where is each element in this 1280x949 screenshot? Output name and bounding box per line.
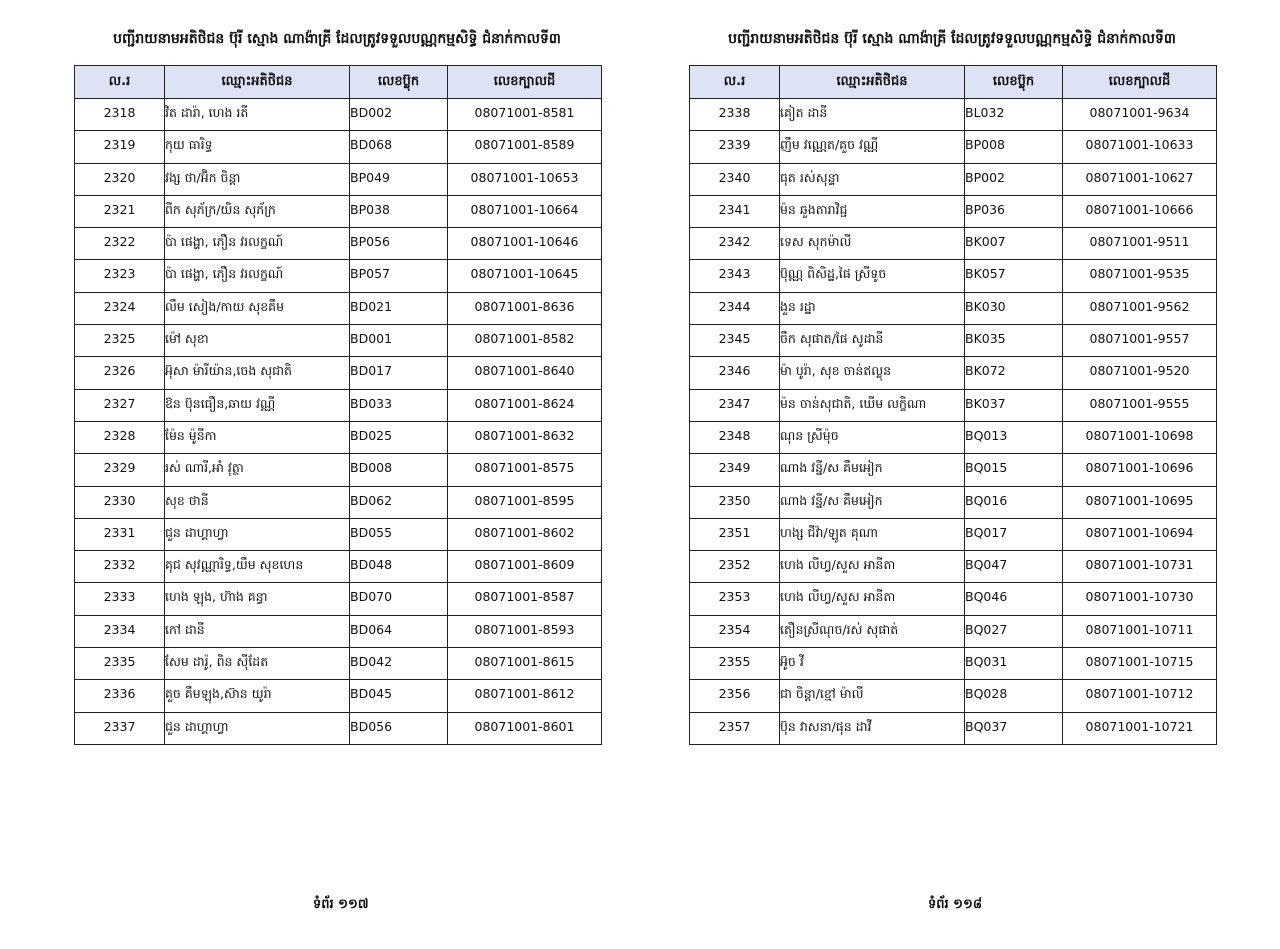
table-row: [75, 325, 602, 357]
table-row: [690, 583, 1217, 615]
table-row: [75, 486, 602, 518]
table-header-row: [690, 66, 1217, 99]
customer-name-cell: ណាង វន្នី/ស គឹមអៀក: [780, 454, 965, 486]
table-body: [690, 99, 1217, 745]
land-parcel-cell: 08071001-8640: [448, 357, 602, 389]
land-parcel-cell: 08071001-10646: [448, 228, 602, 260]
customer-name-cell: កៅ ដានី: [165, 615, 350, 647]
table-row: [75, 389, 602, 421]
land-parcel-cell: 08071001-10715: [1063, 648, 1217, 680]
column-header-customer-name: ឈ្មោះអតិថិជន: [165, 66, 350, 99]
block-number-cell: BP049: [350, 163, 448, 195]
block-number-cell: BD056: [350, 712, 448, 744]
row-number-cell: 2344: [690, 292, 780, 324]
table-row: [75, 228, 602, 260]
page-number: ទំព័រ ១១៨: [928, 897, 983, 912]
land-parcel-cell: 08071001-8615: [448, 648, 602, 680]
column-header-land-parcel: លេខក្បាលដី: [448, 66, 602, 99]
customer-name-cell: ម៉ន ឆួងតារាវិជ្ជ: [780, 195, 965, 227]
block-number-cell: BD001: [350, 325, 448, 357]
customer-name-cell: កុយ ធារិទ្ធ: [165, 131, 350, 163]
customer-name-cell: ណាង វន្នី/ស គឹមអៀក: [780, 486, 965, 518]
block-number-cell: BQ027: [965, 615, 1063, 647]
block-number-cell: BQ046: [965, 583, 1063, 615]
row-number-cell: 2331: [75, 518, 165, 550]
table-row: [690, 712, 1217, 744]
block-number-cell: BD021: [350, 292, 448, 324]
customer-name-cell: សុខ ថានី: [165, 486, 350, 518]
land-parcel-cell: 08071001-10695: [1063, 486, 1217, 518]
customer-name-cell: ហេង ឡុង, ហ៊ាង គន្ធា: [165, 583, 350, 615]
row-number-cell: 2356: [690, 680, 780, 712]
row-number-cell: 2327: [75, 389, 165, 421]
table-row: [690, 551, 1217, 583]
row-number-cell: 2329: [75, 454, 165, 486]
block-number-cell: BQ017: [965, 518, 1063, 550]
land-parcel-cell: 08071001-10731: [1063, 551, 1217, 583]
land-parcel-cell: 08071001-10696: [1063, 454, 1217, 486]
registry-table: [74, 65, 602, 745]
row-number-cell: 2355: [690, 648, 780, 680]
table-row: [75, 99, 602, 131]
customer-name-cell: ទេស សុកម៉ាលី: [780, 228, 965, 260]
row-number-cell: 2340: [690, 163, 780, 195]
row-number-cell: 2352: [690, 551, 780, 583]
column-header-block-number: លេខប៊្លុក: [965, 66, 1063, 99]
row-number-cell: 2338: [690, 99, 780, 131]
block-number-cell: BD025: [350, 421, 448, 453]
table-row: [75, 131, 602, 163]
land-parcel-cell: 08071001-10712: [1063, 680, 1217, 712]
land-parcel-cell: 08071001-10666: [1063, 195, 1217, 227]
table-row: [690, 421, 1217, 453]
row-number-cell: 2354: [690, 615, 780, 647]
page-right: [615, 0, 1255, 949]
block-number-cell: BD064: [350, 615, 448, 647]
row-number-cell: 2333: [75, 583, 165, 615]
row-number-cell: 2347: [690, 389, 780, 421]
row-number-cell: 2332: [75, 551, 165, 583]
customer-name-cell: ហេង លីហ្វ/សួស អានីតា: [780, 583, 965, 615]
block-number-cell: BK035: [965, 325, 1063, 357]
land-parcel-cell: 08071001-8581: [448, 99, 602, 131]
table-row: [75, 163, 602, 195]
customer-name-cell: វង្ស ថា/អ៊ិក ចិន្តា: [165, 163, 350, 195]
customer-name-cell: ចឹក សុផាត/ផៃ សូដានី: [780, 325, 965, 357]
table-row: [690, 163, 1217, 195]
land-parcel-cell: 08071001-8636: [448, 292, 602, 324]
land-parcel-cell: 08071001-9562: [1063, 292, 1217, 324]
customer-name-cell: គៀត ដានី: [780, 99, 965, 131]
block-number-cell: BD062: [350, 486, 448, 518]
block-number-cell: BP057: [350, 260, 448, 292]
land-parcel-cell: 08071001-10627: [1063, 163, 1217, 195]
land-parcel-cell: 08071001-10633: [1063, 131, 1217, 163]
customer-name-cell: វិត ដារ៉ា, ហេង រតី: [165, 99, 350, 131]
column-header-block-number: លេខប៊្លុក: [350, 66, 448, 99]
row-number-cell: 2343: [690, 260, 780, 292]
row-number-cell: 2348: [690, 421, 780, 453]
row-number-cell: 2353: [690, 583, 780, 615]
row-number-cell: 2336: [75, 680, 165, 712]
row-number-cell: 2345: [690, 325, 780, 357]
row-number-cell: 2323: [75, 260, 165, 292]
customer-name-cell: គួច គឹមឡុង,ស៊ាន យូរ៉ា: [165, 680, 350, 712]
customer-name-cell: ប៉ា ផេង្ហា, ភឿន វរលក្ខណ៍: [165, 228, 350, 260]
row-number-cell: 2324: [75, 292, 165, 324]
customer-name-cell: ឱន ប៊ុនធឿន,ឆាយ វណ្ណី: [165, 389, 350, 421]
land-parcel-cell: 08071001-8602: [448, 518, 602, 550]
table-row: [75, 551, 602, 583]
customer-name-cell: ហង្ស ជីវ៉ា/ឡូត គុណា: [780, 518, 965, 550]
block-number-cell: BP056: [350, 228, 448, 260]
customer-name-cell: ពីក សុភ័ក្រ/យិន សុភ័ក្រ: [165, 195, 350, 227]
land-parcel-cell: 08071001-8609: [448, 551, 602, 583]
land-parcel-cell: 08071001-9634: [1063, 99, 1217, 131]
table-row: [75, 260, 602, 292]
table-row: [690, 260, 1217, 292]
block-number-cell: BD045: [350, 680, 448, 712]
registry-table: [689, 65, 1217, 745]
column-header-number: ល.រ: [690, 66, 780, 99]
table-row: [690, 389, 1217, 421]
row-number-cell: 2349: [690, 454, 780, 486]
row-number-cell: 2330: [75, 486, 165, 518]
customer-name-cell: ម៉ន ចាន់សុជាតិ, ឃើម លក្ខិណា: [780, 389, 965, 421]
block-number-cell: BD048: [350, 551, 448, 583]
land-parcel-cell: 08071001-8582: [448, 325, 602, 357]
land-parcel-cell: 08071001-9557: [1063, 325, 1217, 357]
customer-name-cell: ម៉ា បូរ៉ា, សុខ ចាន់ឥល្លុន: [780, 357, 965, 389]
block-number-cell: BQ016: [965, 486, 1063, 518]
customer-name-cell: អ៊ូច វី: [780, 648, 965, 680]
customer-name-cell: ជួន ដាហ្គាហ្វា: [165, 712, 350, 744]
land-parcel-cell: 08071001-8632: [448, 421, 602, 453]
table-row: [75, 195, 602, 227]
customer-name-cell: ម៉ែន ម៉ូនីកា: [165, 421, 350, 453]
block-number-cell: BD070: [350, 583, 448, 615]
customer-name-cell: លឹម សៀង/កាយ សុខគឹម: [165, 292, 350, 324]
block-number-cell: BL032: [965, 99, 1063, 131]
customer-name-cell: សែម ដារ៉ូ, ពិន ស៊ីដែត: [165, 648, 350, 680]
row-number-cell: 2321: [75, 195, 165, 227]
document-title: បញ្ជីរាយនាមអតិថិជន ប៊ុរី ស្មោង ណាង៉ាគ្រី ដែលត្រូវទទួលបណ្ណកម្មសិទ្ធិ ជំនាក់កាលទី៣: [113, 31, 561, 47]
block-number-cell: BK007: [965, 228, 1063, 260]
block-number-cell: BK057: [965, 260, 1063, 292]
table-row: [75, 292, 602, 324]
table-row: [75, 615, 602, 647]
block-number-cell: BK037: [965, 389, 1063, 421]
customer-name-cell: ជួន ដាហ្គាហ្វា: [165, 518, 350, 550]
customer-name-cell: អ៊ុសា ម៉ារីយ៉ាន,ចេង សុជាតិ: [165, 357, 350, 389]
page-number: ទំព័រ ១១៧: [313, 897, 369, 912]
row-number-cell: 2328: [75, 421, 165, 453]
row-number-cell: 2346: [690, 357, 780, 389]
customer-name-cell: ម៉ៅ សុខា: [165, 325, 350, 357]
customer-name-cell: ប៊ុន វាសនា/ផុន ដាវី: [780, 712, 965, 744]
customer-name-cell: គុជ សុវណ្ណារិទ្ធ,យឹម សុខហេន: [165, 551, 350, 583]
land-parcel-cell: 08071001-9511: [1063, 228, 1217, 260]
row-number-cell: 2334: [75, 615, 165, 647]
land-parcel-cell: 08071001-10653: [448, 163, 602, 195]
table-row: [690, 648, 1217, 680]
row-number-cell: 2319: [75, 131, 165, 163]
table-row: [75, 421, 602, 453]
table-row: [690, 99, 1217, 131]
table-row: [75, 454, 602, 486]
table-row: [75, 712, 602, 744]
table-row: [690, 486, 1217, 518]
land-parcel-cell: 08071001-8589: [448, 131, 602, 163]
block-number-cell: BP008: [965, 131, 1063, 163]
table-row: [690, 518, 1217, 550]
customer-name-cell: ងួន រដ្ឋា: [780, 292, 965, 324]
table-row: [690, 292, 1217, 324]
land-parcel-cell: 08071001-10730: [1063, 583, 1217, 615]
row-number-cell: 2320: [75, 163, 165, 195]
block-number-cell: BP038: [350, 195, 448, 227]
table-body: [75, 99, 602, 745]
land-parcel-cell: 08071001-8593: [448, 615, 602, 647]
table-row: [690, 615, 1217, 647]
block-number-cell: BQ028: [965, 680, 1063, 712]
land-parcel-cell: 08071001-9520: [1063, 357, 1217, 389]
block-number-cell: BD008: [350, 454, 448, 486]
document-title: បញ្ជីរាយនាមអតិថិជន ប៊ុរី ស្មោង ណាង៉ាគ្រី ដែលត្រូវទទួលបណ្ណកម្មសិទ្ធិ ជំនាក់កាលទី៣: [728, 31, 1176, 47]
block-number-cell: BD068: [350, 131, 448, 163]
block-number-cell: BQ013: [965, 421, 1063, 453]
block-number-cell: BQ031: [965, 648, 1063, 680]
block-number-cell: BD055: [350, 518, 448, 550]
block-number-cell: BP036: [965, 195, 1063, 227]
table-row: [690, 228, 1217, 260]
land-parcel-cell: 08071001-10694: [1063, 518, 1217, 550]
block-number-cell: BQ015: [965, 454, 1063, 486]
row-number-cell: 2357: [690, 712, 780, 744]
land-parcel-cell: 08071001-10664: [448, 195, 602, 227]
row-number-cell: 2350: [690, 486, 780, 518]
land-parcel-cell: 08071001-8587: [448, 583, 602, 615]
row-number-cell: 2318: [75, 99, 165, 131]
table-row: [75, 648, 602, 680]
customer-name-cell: តឿនស្រីណុច/រស់ សុផាត់: [780, 615, 965, 647]
table-row: [75, 583, 602, 615]
block-number-cell: BP002: [965, 163, 1063, 195]
row-number-cell: 2351: [690, 518, 780, 550]
table-row: [75, 518, 602, 550]
land-parcel-cell: 08071001-8612: [448, 680, 602, 712]
customer-name-cell: ញឹម វណ្ណេត/គួច វណ្ណី: [780, 131, 965, 163]
table-row: [690, 680, 1217, 712]
table-row: [75, 680, 602, 712]
row-number-cell: 2326: [75, 357, 165, 389]
customer-name-cell: រស់ ណារី,អាំ វុត្ថា: [165, 454, 350, 486]
customer-name-cell: ជា ចិន្តា/ខ្មៅ ម៉ាលី: [780, 680, 965, 712]
land-parcel-cell: 08071001-8575: [448, 454, 602, 486]
table-header-row: [75, 66, 602, 99]
row-number-cell: 2325: [75, 325, 165, 357]
block-number-cell: BD033: [350, 389, 448, 421]
block-number-cell: BK030: [965, 292, 1063, 324]
block-number-cell: BQ037: [965, 712, 1063, 744]
land-parcel-cell: 08071001-10698: [1063, 421, 1217, 453]
block-number-cell: BK072: [965, 357, 1063, 389]
column-header-land-parcel: លេខក្បាលដី: [1063, 66, 1217, 99]
customer-name-cell: ប៊ុណ្ណ ពិសិដ្ឋ,ផៃ ស្រីទូច: [780, 260, 965, 292]
table-row: [690, 357, 1217, 389]
column-header-customer-name: ឈ្មោះអតិថិជន: [780, 66, 965, 99]
row-number-cell: 2335: [75, 648, 165, 680]
land-parcel-cell: 08071001-8624: [448, 389, 602, 421]
row-number-cell: 2339: [690, 131, 780, 163]
row-number-cell: 2342: [690, 228, 780, 260]
row-number-cell: 2322: [75, 228, 165, 260]
land-parcel-cell: 08071001-9555: [1063, 389, 1217, 421]
customer-name-cell: ប៉ា ផេង្ហា, ភឿន វរលក្ខណ៍: [165, 260, 350, 292]
block-number-cell: BD017: [350, 357, 448, 389]
land-parcel-cell: 08071001-9535: [1063, 260, 1217, 292]
block-number-cell: BD002: [350, 99, 448, 131]
land-parcel-cell: 08071001-8601: [448, 712, 602, 744]
land-parcel-cell: 08071001-8595: [448, 486, 602, 518]
table-row: [690, 131, 1217, 163]
customer-name-cell: ណុន ស្រីម៉ុច: [780, 421, 965, 453]
customer-name-cell: ហេង លីហ្វ/សួស អានីតា: [780, 551, 965, 583]
table-row: [690, 454, 1217, 486]
land-parcel-cell: 08071001-10711: [1063, 615, 1217, 647]
row-number-cell: 2337: [75, 712, 165, 744]
land-parcel-cell: 08071001-10645: [448, 260, 602, 292]
table-row: [690, 325, 1217, 357]
column-header-number: ល.រ: [75, 66, 165, 99]
table-row: [690, 195, 1217, 227]
row-number-cell: 2341: [690, 195, 780, 227]
block-number-cell: BQ047: [965, 551, 1063, 583]
block-number-cell: BD042: [350, 648, 448, 680]
land-parcel-cell: 08071001-10721: [1063, 712, 1217, 744]
customer-name-cell: ធុត រស់សុន្ទា: [780, 163, 965, 195]
table-row: [75, 357, 602, 389]
